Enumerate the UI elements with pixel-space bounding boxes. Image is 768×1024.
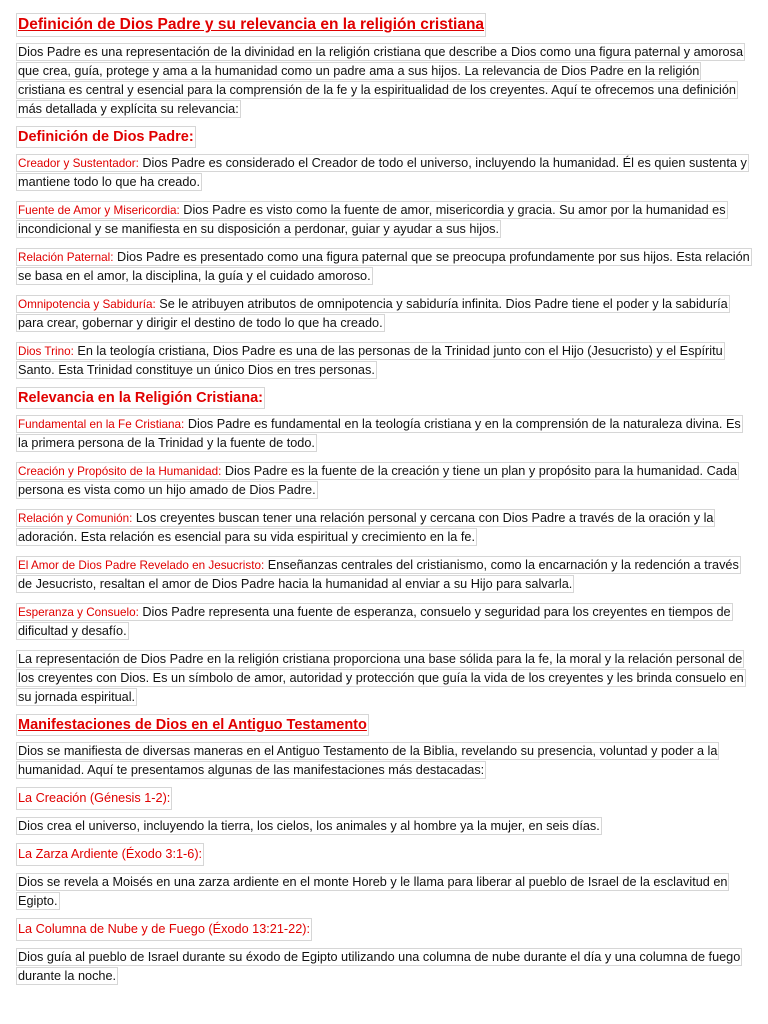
item-label: Fundamental en la Fe Cristiana:: [18, 418, 185, 431]
relevance-item: [18, 556, 750, 594]
page-title: Definición de Dios Padre y su relevancia en la religión cristiana: [18, 16, 485, 33]
item-text: Dios Padre es considerado el Creador de todo el universo, incluyendo la humanidad. Él es quien sustenta y mantiene todo lo que ha creado.: [18, 156, 747, 189]
relevance-item: [18, 509, 750, 547]
closing-paragraph: La representación de Dios Padre en la religión cristiana proporciona una base sólida para la fe, la moral y la relación personal de los creyentes con Dios. Es un símbolo de amor, autoridad y protección que guía la vida de los creyentes y les brinda consuelo en su jornada espiritual.: [18, 652, 744, 704]
relevance-item: [18, 603, 750, 641]
item-label: Fuente de Amor y Misericordia:: [18, 204, 180, 217]
item-label: Esperanza y Consuelo:: [18, 606, 139, 619]
item-text: Se le atribuyen atributos de omnipotencia y sabiduría infinita. Dios Padre tiene el poder y la sabiduría para crear, gobernar y dirigir el destino de todo lo que ha creado.: [18, 297, 728, 330]
section-heading-relevancia: Relevancia en la Religión Cristiana:: [18, 390, 263, 406]
manifestation-item: [18, 845, 750, 911]
manifestation-text: Dios crea el universo, incluyendo la tierra, los cielos, los animales y al hombre ya la mujer, en seis días.: [18, 819, 600, 833]
manifestation-label: La Creación (Génesis 1-2):: [18, 789, 170, 808]
intro-paragraph: Dios Padre es una representación de la divinidad en la religión cristiana que describe a Dios como una figura paternal y amorosa que crea, guía, protege y ama a la humanidad como un padre ama a sus hijos. La relevancia de Dios Padre en la religión cristiana es central y esencial para la comprensión de la fe y la espiritualidad de los creyentes. Aquí te ofrecemos una definición más detallada y explícita su relevancia:: [18, 45, 744, 116]
manifestation-label: La Zarza Ardiente (Éxodo 3:1-6):: [18, 845, 202, 864]
relevance-item: [18, 462, 750, 500]
manifestation-text: Dios se revela a Moisés en una zarza ardiente en el monte Horeb y le llama para liberar al pueblo de Israel de la esclavitud en Egipto.: [18, 875, 728, 908]
manifestation-item: [18, 920, 750, 986]
item-text: Los creyentes buscan tener una relación personal y cercana con Dios Padre a través de la oración y la adoración. Esta relación es esencial para su vida espiritual y crecimiento en la fe.: [18, 511, 714, 544]
item-text: Dios Padre es fundamental en la teología cristiana y en la comprensión de la naturaleza divina. Es la primera persona de la Trinidad y la fuente de todo.: [18, 417, 741, 450]
item-text: En la teología cristiana, Dios Padre es una de las personas de la Trinidad junto con el Hijo (Jesucristo) y el Espíritu Santo. Esta Trinidad constituye un único Dios en tres personas.: [18, 344, 723, 377]
item-label: Relación y Comunión:: [18, 512, 133, 525]
relevance-item: [18, 415, 750, 453]
item-label: Creador y Sustentador:: [18, 157, 139, 170]
definition-item: [18, 342, 750, 380]
manifestation-text: Dios guía al pueblo de Israel durante su éxodo de Egipto utilizando una columna de nube durante el día y una columna de fuego durante la noche.: [18, 950, 741, 983]
item-text: Dios Padre es presentado como una figura paternal que se preocupa profundamente por sus hijos. Esta relación se basa en el amor, la disciplina, la guía y el cuidado amoroso.: [18, 250, 750, 283]
item-label: Omnipotencia y Sabiduría:: [18, 298, 156, 311]
definition-item: [18, 154, 750, 192]
item-text: Enseñanzas centrales del cristianismo, como la encarnación y la redención a través de Jesucristo, resaltan el amor de Dios Padre hacia la humanidad al enviar a su Hijo para salvarla.: [18, 558, 739, 591]
item-text: Dios Padre representa una fuente de esperanza, consuelo y seguridad para los creyentes en tiempos de dificultad y desafío.: [18, 605, 731, 638]
definition-item: [18, 248, 750, 286]
item-text: Dios Padre es visto como la fuente de amor, misericordia y gracia. Su amor por la humanidad es incondicional y se manifiesta en su disposición a perdonar, guiar y ayudar a sus hijos.: [18, 203, 726, 236]
section-heading-definicion: Definición de Dios Padre:: [18, 129, 194, 145]
manifestation-label: La Columna de Nube y de Fuego (Éxodo 13:21-22):: [18, 920, 310, 939]
manifestations-intro: Dios se manifiesta de diversas maneras en el Antiguo Testamento de la Biblia, revelando su presencia, voluntad y poder a la humanidad. Aquí te presentamos algunas de las manifestaciones más destacadas:: [18, 744, 718, 777]
item-label: El Amor de Dios Padre Revelado en Jesucristo:: [18, 559, 265, 572]
definition-item: [18, 201, 750, 239]
item-label: Creación y Propósito de la Humanidad:: [18, 465, 222, 478]
manifestation-item: [18, 789, 750, 836]
definition-item: [18, 295, 750, 333]
item-label: Relación Paternal:: [18, 251, 114, 264]
item-text: Dios Padre es la fuente de la creación y tiene un plan y propósito para la humanidad. Cada persona es vista como un hijo amado de Dios Padre.: [18, 464, 737, 497]
section-heading-manifestaciones: Manifestaciones de Dios en el Antiguo Testamento: [18, 717, 367, 733]
item-label: Dios Trino:: [18, 345, 74, 358]
